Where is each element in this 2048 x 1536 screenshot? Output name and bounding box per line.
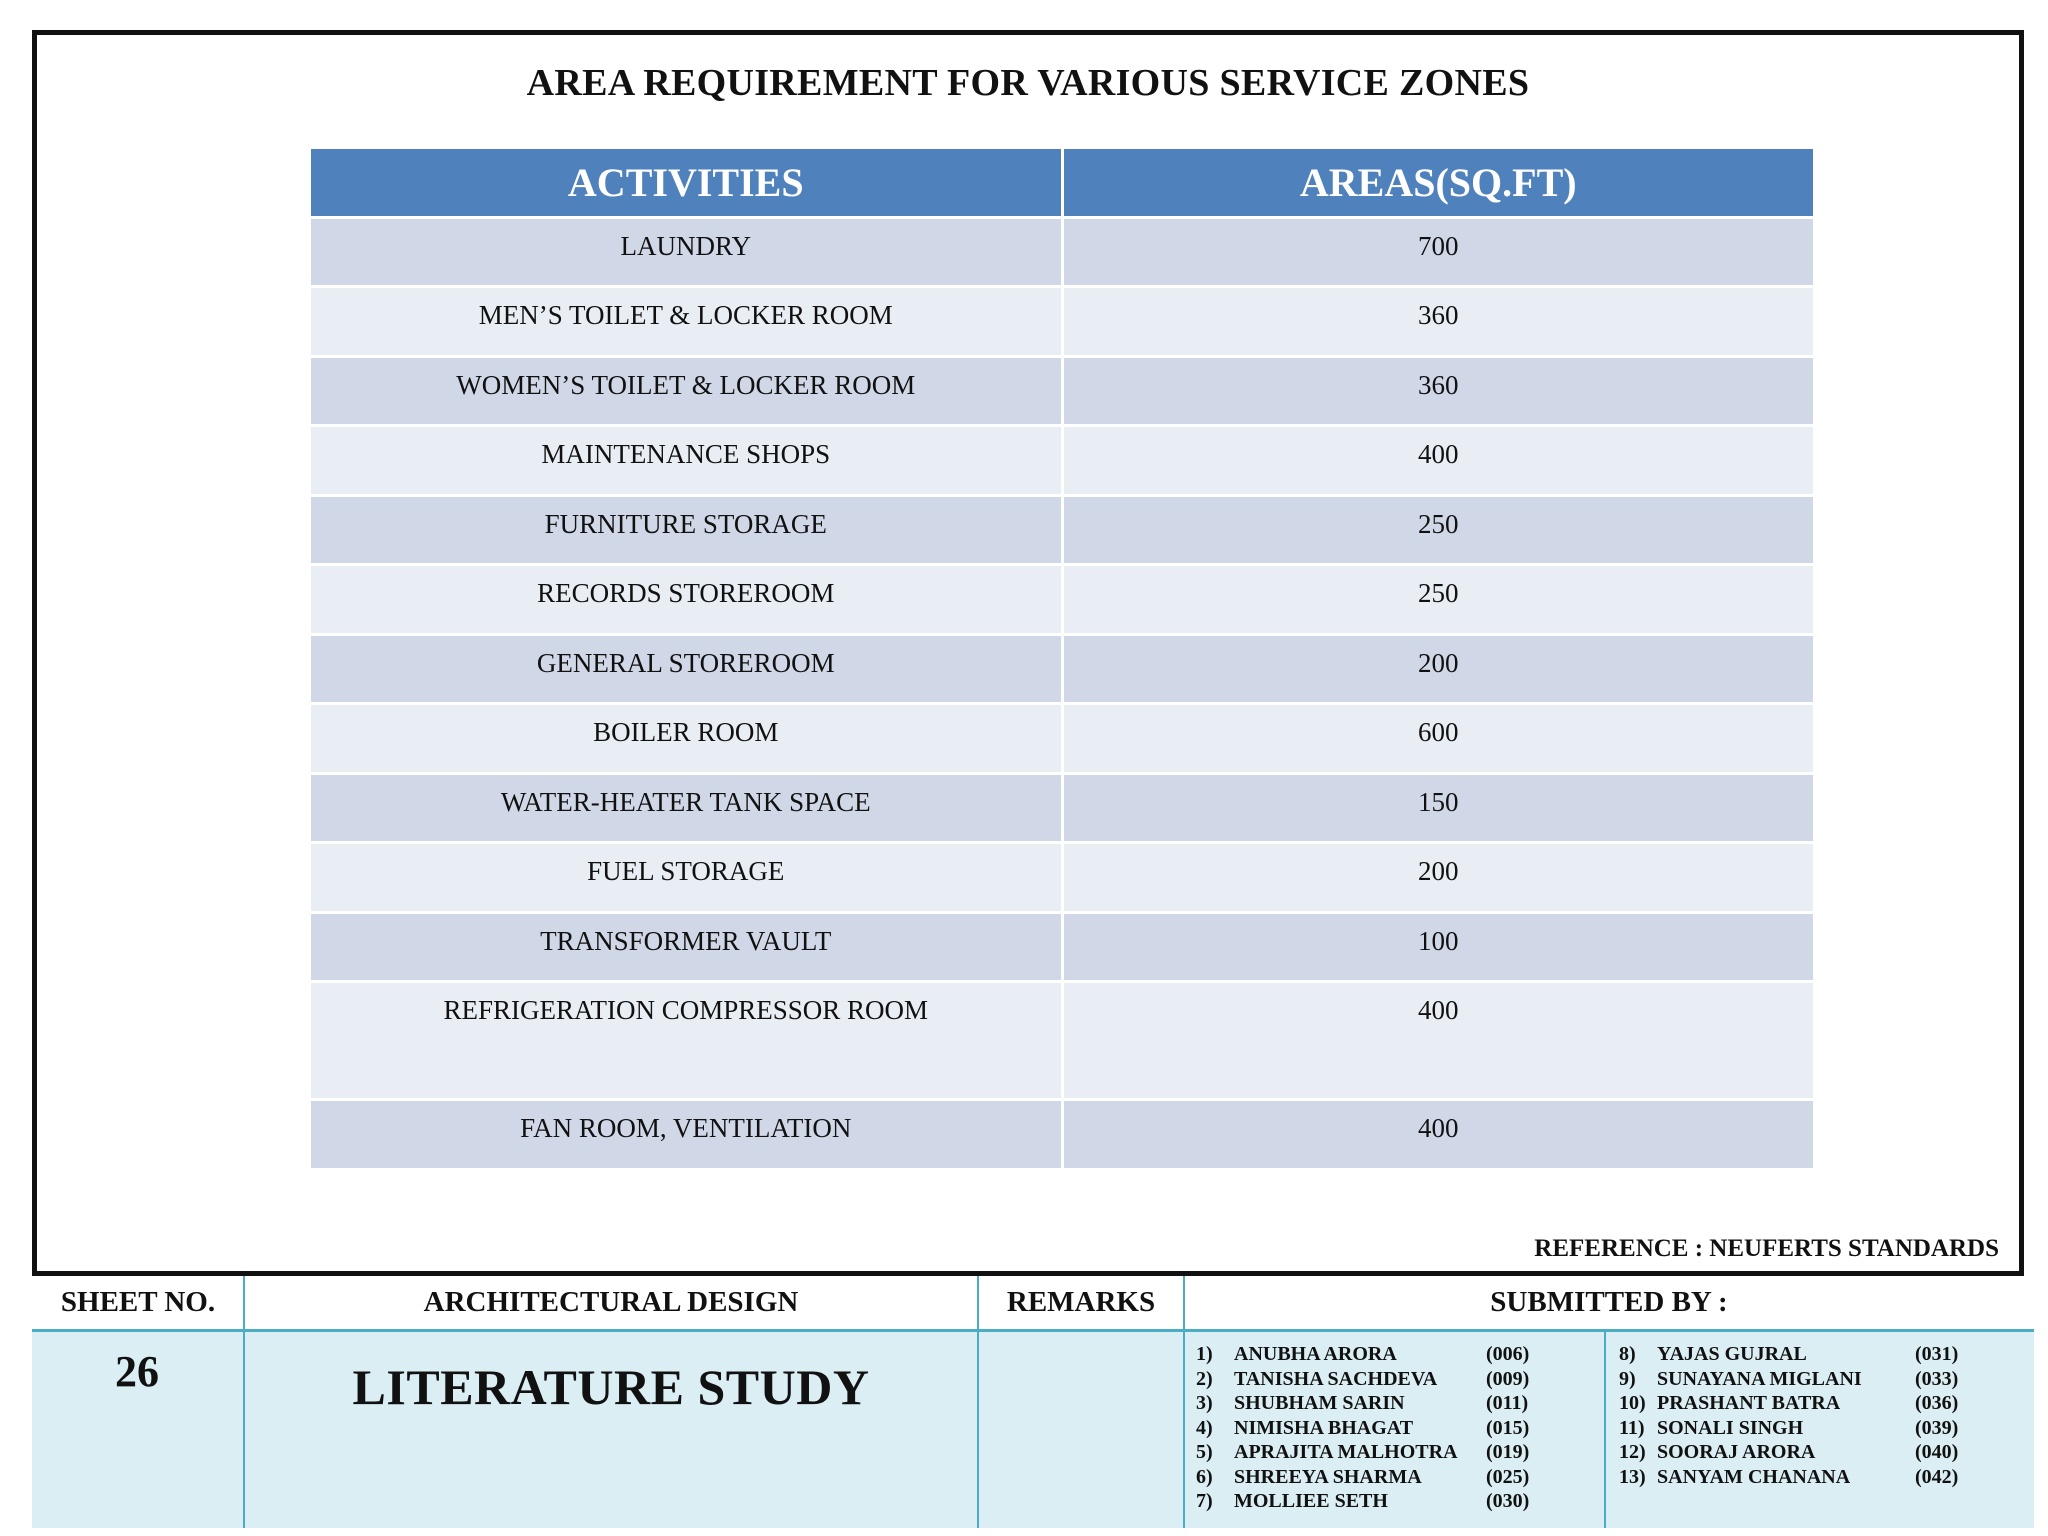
area-cell: 250 xyxy=(1062,565,1813,635)
member-name: MOLLIEE SETH xyxy=(1234,1490,1388,1512)
table-row xyxy=(311,356,1813,426)
member-name: ANUBHA ARORA xyxy=(1234,1343,1397,1365)
member-roll-number: (040) xyxy=(1915,1441,1959,1463)
member-roll-number: (030) xyxy=(1486,1490,1530,1512)
member-name: PRASHANT BATRA xyxy=(1657,1392,1841,1414)
table-row xyxy=(311,704,1813,774)
member-number: 12) xyxy=(1619,1441,1646,1463)
column-header-activities: ACTIVITIES xyxy=(311,149,1062,217)
member-number: 7) xyxy=(1196,1490,1213,1512)
member-entry xyxy=(1619,1342,2019,1367)
member-roll-number: (015) xyxy=(1486,1416,1530,1439)
area-cell: 400 xyxy=(1062,426,1813,496)
activity-cell: GENERAL STOREROOM xyxy=(311,634,1062,704)
table-row xyxy=(311,634,1813,704)
member-roll-number: (025) xyxy=(1486,1465,1530,1488)
table-row xyxy=(311,843,1813,913)
member-name: SHUBHAM SARIN xyxy=(1234,1392,1405,1414)
member-entry xyxy=(1196,1391,1596,1416)
member-name: SOORAJ ARORA xyxy=(1657,1441,1816,1463)
area-cell: 360 xyxy=(1062,287,1813,357)
activity-cell: MEN’S TOILET & LOCKER ROOM xyxy=(311,287,1062,357)
sheet-no-header: SHEET NO. xyxy=(32,1276,244,1332)
subject-header: ARCHITECTURAL DESIGN xyxy=(244,1276,978,1332)
submitted-by-header: SUBMITTED BY : xyxy=(1184,1276,2034,1332)
member-number: 13) xyxy=(1619,1465,1646,1488)
member-name: NIMISHA BHAGAT xyxy=(1234,1416,1414,1439)
member-entry xyxy=(1619,1416,2019,1441)
area-cell: 100 xyxy=(1062,912,1813,982)
drawing-sheet xyxy=(32,30,2024,1518)
table-row xyxy=(311,1100,1813,1170)
member-entry xyxy=(1619,1440,2019,1465)
member-roll-number: (006) xyxy=(1486,1343,1530,1365)
member-roll-number: (031) xyxy=(1915,1343,1959,1365)
column-header-areas: AREAS(SQ.FT) xyxy=(1062,149,1813,217)
member-name: TANISHA SACHDEVA xyxy=(1234,1367,1438,1390)
member-number: 9) xyxy=(1619,1367,1636,1390)
member-number: 3) xyxy=(1196,1392,1213,1414)
table-row xyxy=(311,217,1813,287)
member-entry xyxy=(1619,1465,2019,1490)
area-cell: 200 xyxy=(1062,843,1813,913)
table-row xyxy=(311,982,1813,1100)
activity-cell: FUEL STORAGE xyxy=(311,843,1062,913)
area-cell: 400 xyxy=(1062,982,1813,1100)
member-entry xyxy=(1196,1489,1596,1514)
activity-cell: WATER-HEATER TANK SPACE xyxy=(311,773,1062,843)
reference-note: REFERENCE : NEUFERTS STANDARDS xyxy=(1534,1235,1999,1262)
area-cell: 360 xyxy=(1062,356,1813,426)
member-name: SHREEYA SHARMA xyxy=(1234,1465,1422,1488)
activity-cell: FAN ROOM, VENTILATION xyxy=(311,1100,1062,1170)
member-name: SUNAYANA MIGLANI xyxy=(1657,1367,1862,1390)
table-row xyxy=(311,495,1813,565)
member-name: SONALI SINGH xyxy=(1657,1416,1804,1439)
member-entry xyxy=(1196,1367,1596,1392)
sheet-number: 26 xyxy=(115,1347,159,1396)
member-roll-number: (039) xyxy=(1915,1416,1959,1439)
member-roll-number: (042) xyxy=(1915,1465,1959,1488)
member-roll-number: (009) xyxy=(1486,1367,1530,1390)
member-number: 4) xyxy=(1196,1416,1213,1439)
member-entry xyxy=(1196,1465,1596,1490)
area-table xyxy=(311,149,1813,1171)
member-entry xyxy=(1196,1416,1596,1441)
table-header-row xyxy=(311,149,1813,217)
area-cell: 250 xyxy=(1062,495,1813,565)
member-number: 2) xyxy=(1196,1367,1213,1390)
member-roll-number: (036) xyxy=(1915,1392,1959,1414)
activity-cell: TRANSFORMER VAULT xyxy=(311,912,1062,982)
area-cell: 400 xyxy=(1062,1100,1813,1170)
activity-cell: RECORDS STOREROOM xyxy=(311,565,1062,635)
divider xyxy=(1183,1276,1185,1528)
table-row xyxy=(311,565,1813,635)
activity-cell: REFRIGERATION COMPRESSOR ROOM xyxy=(311,982,1062,1100)
activity-cell: FURNITURE STORAGE xyxy=(311,495,1062,565)
table-row xyxy=(311,287,1813,357)
member-number: 5) xyxy=(1196,1441,1213,1463)
member-entry xyxy=(1196,1342,1596,1367)
member-number: 8) xyxy=(1619,1343,1636,1365)
title-block xyxy=(32,1271,2024,1523)
table-row xyxy=(311,426,1813,496)
activity-cell: MAINTENANCE SHOPS xyxy=(311,426,1062,496)
member-name: APRAJITA MALHOTRA xyxy=(1234,1441,1458,1463)
page-title: AREA REQUIREMENT FOR VARIOUS SERVICE ZONES xyxy=(526,62,1530,104)
table-row xyxy=(311,773,1813,843)
activity-cell: LAUNDRY xyxy=(311,217,1062,287)
members-list-left xyxy=(1196,1342,1596,1514)
area-cell: 700 xyxy=(1062,217,1813,287)
remarks-header: REMARKS xyxy=(978,1276,1184,1332)
member-entry xyxy=(1619,1367,2019,1392)
activity-cell: BOILER ROOM xyxy=(311,704,1062,774)
member-number: 6) xyxy=(1196,1465,1213,1488)
member-roll-number: (033) xyxy=(1915,1367,1959,1390)
table-row xyxy=(311,912,1813,982)
divider xyxy=(1604,1332,1606,1528)
member-entry xyxy=(1196,1440,1596,1465)
members-list-right xyxy=(1619,1342,2019,1489)
remarks-cell xyxy=(978,1332,1184,1528)
member-number: 1) xyxy=(1196,1343,1213,1365)
member-roll-number: (019) xyxy=(1486,1441,1530,1463)
member-number: 11) xyxy=(1619,1416,1645,1439)
member-roll-number: (011) xyxy=(1486,1392,1529,1414)
member-entry xyxy=(1619,1391,2019,1416)
member-number: 10) xyxy=(1619,1392,1646,1414)
area-cell: 600 xyxy=(1062,704,1813,774)
activity-cell: WOMEN’S TOILET & LOCKER ROOM xyxy=(311,356,1062,426)
area-cell: 150 xyxy=(1062,773,1813,843)
member-name: YAJAS GUJRAL xyxy=(1657,1343,1807,1365)
sheet-subject: LITERATURE STUDY xyxy=(352,1359,870,1415)
area-cell: 200 xyxy=(1062,634,1813,704)
member-name: SANYAM CHANANA xyxy=(1657,1465,1851,1488)
